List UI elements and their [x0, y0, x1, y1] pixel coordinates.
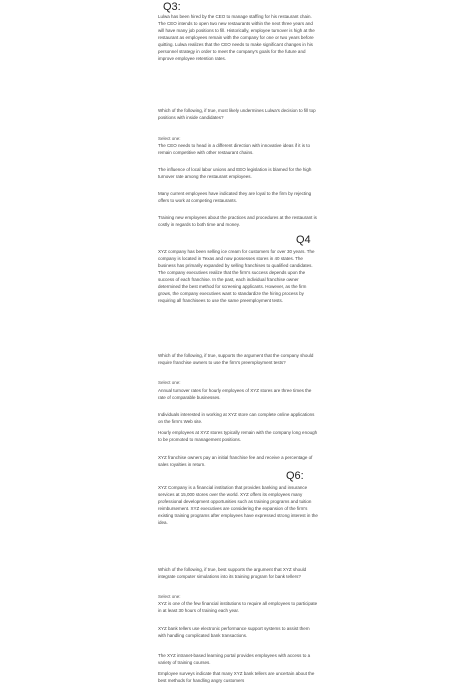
q3-option-b[interactable]: The influence of local labor unions and EEO legislation is blamed for the high turnover rate among the restaurant employees. [158, 167, 312, 179]
q4-question: Which of the following, if true, supports the argument that the company should require franchise owners to use the firm's preemployment tests? [158, 353, 314, 365]
q4-scenario: XYZ company has been selling ice cream for customers for over 30 years. The company is located in Texas and now possesses stores in 40 states. The business has primarily expanded by selling franchises to qualified candidates. The company executives realize that the firm's success depends upon the success of each franchise. In the past, each individual franchise owner determined the best method for screening applicants. However, as the firm grows, the company executives want to standardize the hiring process by requiring all franchisees to use the same preemployment tests. [158, 249, 315, 303]
q6-option-c[interactable]: The XYZ intranet-based learning portal provides employees with access to a variety of training courses. [158, 653, 311, 665]
q4-select-label: Select one: [158, 380, 181, 385]
q6-option-a[interactable]: XYZ is one of the few financial institutions to require all employees to participate in at least 30 hours of training each year. [158, 601, 318, 613]
q3-option-a[interactable]: The CEO needs to head in a different direction with innovative ideas if it is to remain competitive with other restaurant chains. [158, 143, 311, 155]
q3-question: Which of the following, if true, most likely undermines Lulwa's decision to fill top positions with inside candidates? [158, 108, 316, 120]
q3-option-c[interactable]: Many current employees have indicated they are loyal to the firm by rejecting offers to work at competing restaurants. [158, 191, 312, 203]
q6-scenario: XYZ Company is a financial institution that provides banking and insurance services at 15,000 stores over the world. XYZ offers its employees many professional development opportunities such as training programs and tuition reimbursement. XYZ executives are considering the expansion of the firm's existing training programs after employees have expressed strong interest in the idea. [158, 485, 318, 525]
q6-select-label: Select one: [158, 594, 181, 599]
q4-option-b[interactable]: Individuals interested in working at XYZ store can complete online applications on the firm's Web site. [158, 412, 315, 424]
q6-option-d[interactable]: Employee surveys indicate that many XYZ bank tellers are uncertain about the best methods for handling angry customers [158, 671, 315, 683]
q4-option-a[interactable]: Annual turnover rates for hourly employees of XYZ stores are three times the rate of comparable businesses. [158, 388, 312, 400]
q4-label: Q4 [296, 234, 311, 246]
q6-label: Q6: [286, 470, 304, 482]
q6-option-b[interactable]: XYZ bank tellers use electronic performance support systems to assist them with handling complicated bank transactions. [158, 626, 310, 638]
q3-scenario: Lulwa has been hired by the CEO to manage staffing for his restaurant chain. The CEO intends to open two new restaurants within the next three years and will have many job positions to fill. Historically, employee turnover is high at the restaurant as employees remain with the company for one or two years before quitting. Lulwa realizes that the CEO needs to make significant changes in his personnel strategy in order to meet the company's goals for the future and improve employee retention rates. [158, 14, 315, 61]
q3-option-d[interactable]: Training new employees about the practices and procedures at the restaurant is costly in regards to both time and money. [158, 215, 317, 227]
q3-select-label: Select one: [158, 136, 181, 141]
q4-option-d[interactable]: XYZ franchise owners pay an initial franchise fee and receive a percentage of sales royalties in return. [158, 455, 313, 467]
q4-option-c[interactable]: Hourly employees at XYZ stores typically remain with the company long enough to be promoted to management positions. [158, 430, 318, 442]
q3-label: Q3: [163, 1, 181, 13]
q6-question: Which of the following, if true, best supports the argument that XYZ should integrate computer simulations into its training program for bank tellers? [158, 567, 307, 579]
